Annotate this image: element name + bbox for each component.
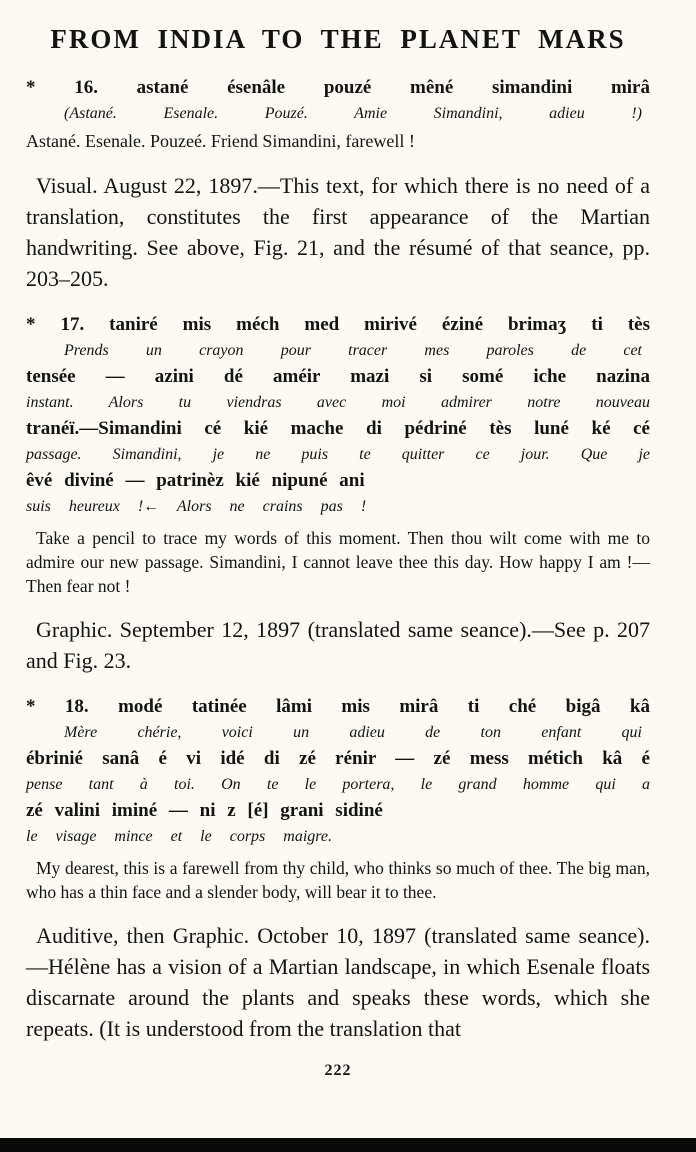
french-gloss-line: Mère chérie, voici un adieu de ton enfant qui — [64, 724, 642, 741]
french-gloss-line: pense tant à toi. On te le portera, le grand homme qui a — [26, 776, 650, 793]
entry-18 — [26, 694, 650, 904]
french-gloss-line: passage. Simandini, je ne puis te quitter ce jour. Que je — [26, 446, 650, 463]
martian-line: * 18. modé tatinée lâmi mis mirâ ti ché bigâ kâ — [26, 696, 650, 717]
page-title: FROM INDIA TO THE PLANET MARS — [50, 24, 626, 54]
martian-line: * 16. astané ésenâle pouzé mêné simandini mirâ — [26, 77, 650, 98]
page-number: 222 — [324, 1062, 352, 1079]
martian-line: tranéï.—Simandini cé kié mache di pédriné tès luné ké cé — [26, 418, 650, 439]
french-gloss-line: le visage mince et le corps maigre. — [26, 828, 333, 845]
martian-line: tensée — azini dé améir mazi si somé iche nazina — [26, 366, 650, 387]
martian-line: êvé diviné — patrinèz kié nipuné ani — [26, 470, 365, 491]
english-translation-line: Astané. Esenale. Pouzeé. Friend Simandini, farewell ! — [26, 131, 415, 151]
french-gloss-line: Prends un crayon pour tracer mes paroles de cet — [64, 342, 642, 359]
paragraph-auditive: Auditive, then Graphic. October 10, 1897 (translated same seance).—Hélène has a vision of a Martian landscape, in which Esenale floats discarnate around the plants and speaks these words, which she repeats. (It is understood from the translation that — [26, 923, 650, 1041]
french-gloss-line: suis heureux !← Alors ne crains pas ! — [26, 498, 367, 515]
french-gloss-line: instant. Alors tu viendras avec moi admirer notre nouveau — [26, 394, 650, 411]
french-gloss-line: (Astané. Esenale. Pouzé. Amie Simandini, adieu !) — [64, 105, 642, 122]
martian-line: * 17. taniré mis méch med mirivé éziné brimaʒ ti tès — [26, 314, 650, 335]
paragraph-graphic: Graphic. September 12, 1897 (translated same seance).—See p. 207 and Fig. 23. — [26, 617, 650, 673]
entry-17 — [26, 312, 650, 598]
martian-line: ébrinié sanâ é vi idé di zé rénir — zé mess métich kâ é — [26, 748, 650, 769]
entry-16 — [26, 75, 650, 154]
martian-line: zé valini iminé — ni z [é] grani sidiné — [26, 800, 383, 821]
scan-edge-artifact — [0, 1138, 696, 1152]
english-translation-paragraph: My dearest, this is a farewell from thy child, who thinks so much of thee. The big man, who has a thin face and a slender body, will bear it to thee. — [26, 858, 650, 902]
paragraph-visual: Visual. August 22, 1897.—This text, for which there is no need of a translation, constitutes the first appearance of the Martian handwriting. See above, Fig. 21, and the résumé of that seance, pp. 203–205. — [26, 173, 650, 291]
english-translation-paragraph: Take a pencil to trace my words of this moment. Then thou wilt come with me to admire our new passage. Simandini, I cannot leave thee this day. How happy I am !—Then fear not ! — [26, 528, 650, 596]
